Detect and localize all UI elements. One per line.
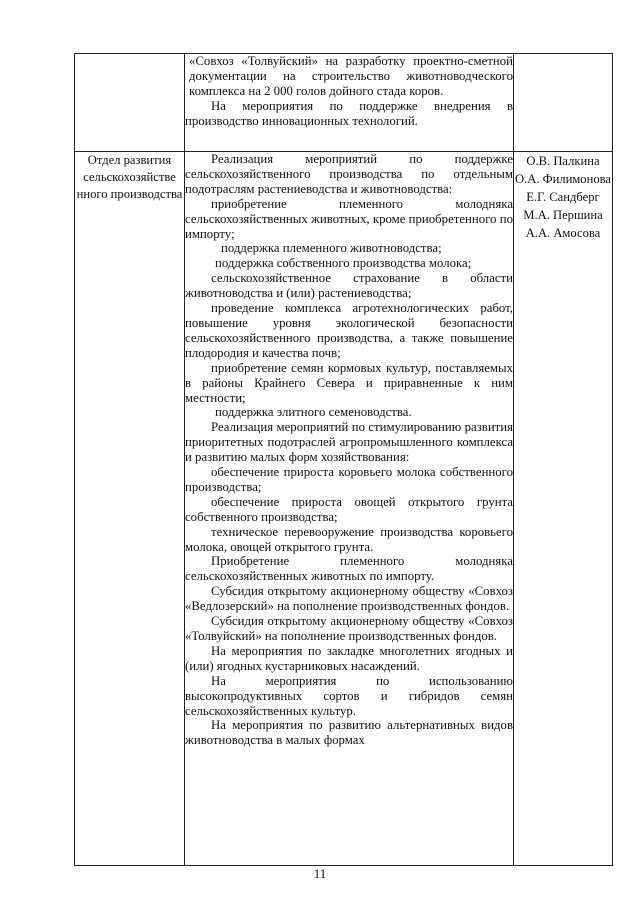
paragraph: Субсидия открытому акционерному обществу «Совхоз «Ведлозерский» на пополнение производственных фондов. (185, 584, 513, 614)
measures-cell (185, 152, 514, 866)
paragraph: На мероприятия по использованию высокопродуктивных сортов и гибридов семян сельскохозяйственных культур. (185, 673, 513, 718)
paragraph: Реализация мероприятий по стимулированию развития приоритетных подотраслей агропромышленного комплекса и развитию малых форм хозяйствования: (185, 420, 513, 465)
paragraph: поддержка элитного семеноводства. (215, 405, 412, 420)
paragraph: На мероприятия по поддержке внедрения в производство инновационных технологий. (185, 98, 513, 128)
paragraph: поддержка собственного производства молока; (215, 256, 472, 271)
paragraph: На мероприятия по закладке многолетних ягодных и (или) ягодных кустарниковых насаждений. (185, 643, 513, 673)
responsible-person: М.А. Першина (523, 208, 603, 222)
responsible-person: Е.Г. Сандберг (526, 190, 600, 204)
paragraph: обеспечение прироста овощей открытого грунта собственного производства; (185, 494, 513, 524)
responsible-cell-empty (514, 54, 613, 152)
measures-table (74, 53, 613, 866)
responsible-person: О.А. Филимонова (514, 172, 612, 186)
paragraph: техническое перевооружение производства коровьего молока, овощей открытого грунта. (185, 524, 513, 554)
department-cell-empty (75, 54, 185, 152)
paragraph: приобретение семян кормовых культур, поставляемых в районы Крайнего Севера и приравненные к ним местности; (185, 360, 513, 405)
paragraph: Субсидия открытому акционерному обществу «Совхоз «Толвуйский» на пополнение производственных фондов. (185, 614, 513, 643)
paragraph: Приобретение племенного молодняка сельскохозяйственных животных по импорту. (185, 554, 513, 584)
responsible-cell (514, 152, 613, 866)
paragraph: проведение комплекса агротехнологических работ, повышение уровня экологической безопасности сельскохозяйственного производства, а также повышение плодородия и качества почв; (185, 301, 513, 360)
paragraph: обеспечение прироста коровьего молока собственного производства; (185, 465, 513, 494)
table-row (75, 152, 613, 866)
paragraph: Реализация мероприятий по поддержке сельскохозяйственного производства по отдельным подотраслям растениеводства и животноводства: (185, 152, 513, 196)
responsible-person: О.В. Палкина (526, 154, 600, 168)
paragraph: «Совхоз «Толвуйский» на разработку проектно-сметной документации на строительство животноводческого комплекса на 2 000 голов дойного стада коров. (189, 54, 513, 98)
table-row (75, 54, 613, 152)
page-number: 11 (313, 866, 327, 881)
paragraph: приобретение племенного молодняка сельскохозяйственных животных, кроме приобретенного по импорту; (185, 196, 513, 241)
paragraph: поддержка племенного животноводства; (221, 241, 442, 256)
department-cell: Отдел развития сельскохозяйстве нного производства (75, 152, 185, 866)
measures-cell (185, 54, 514, 152)
paragraph: На мероприятия по развитию альтернативных видов животноводства в малых формах (185, 718, 513, 748)
responsible-person: А.А. Амосова (525, 226, 601, 240)
paragraph: сельскохозяйственное страхование в области животноводства и (или) растениеводства; (185, 271, 513, 301)
